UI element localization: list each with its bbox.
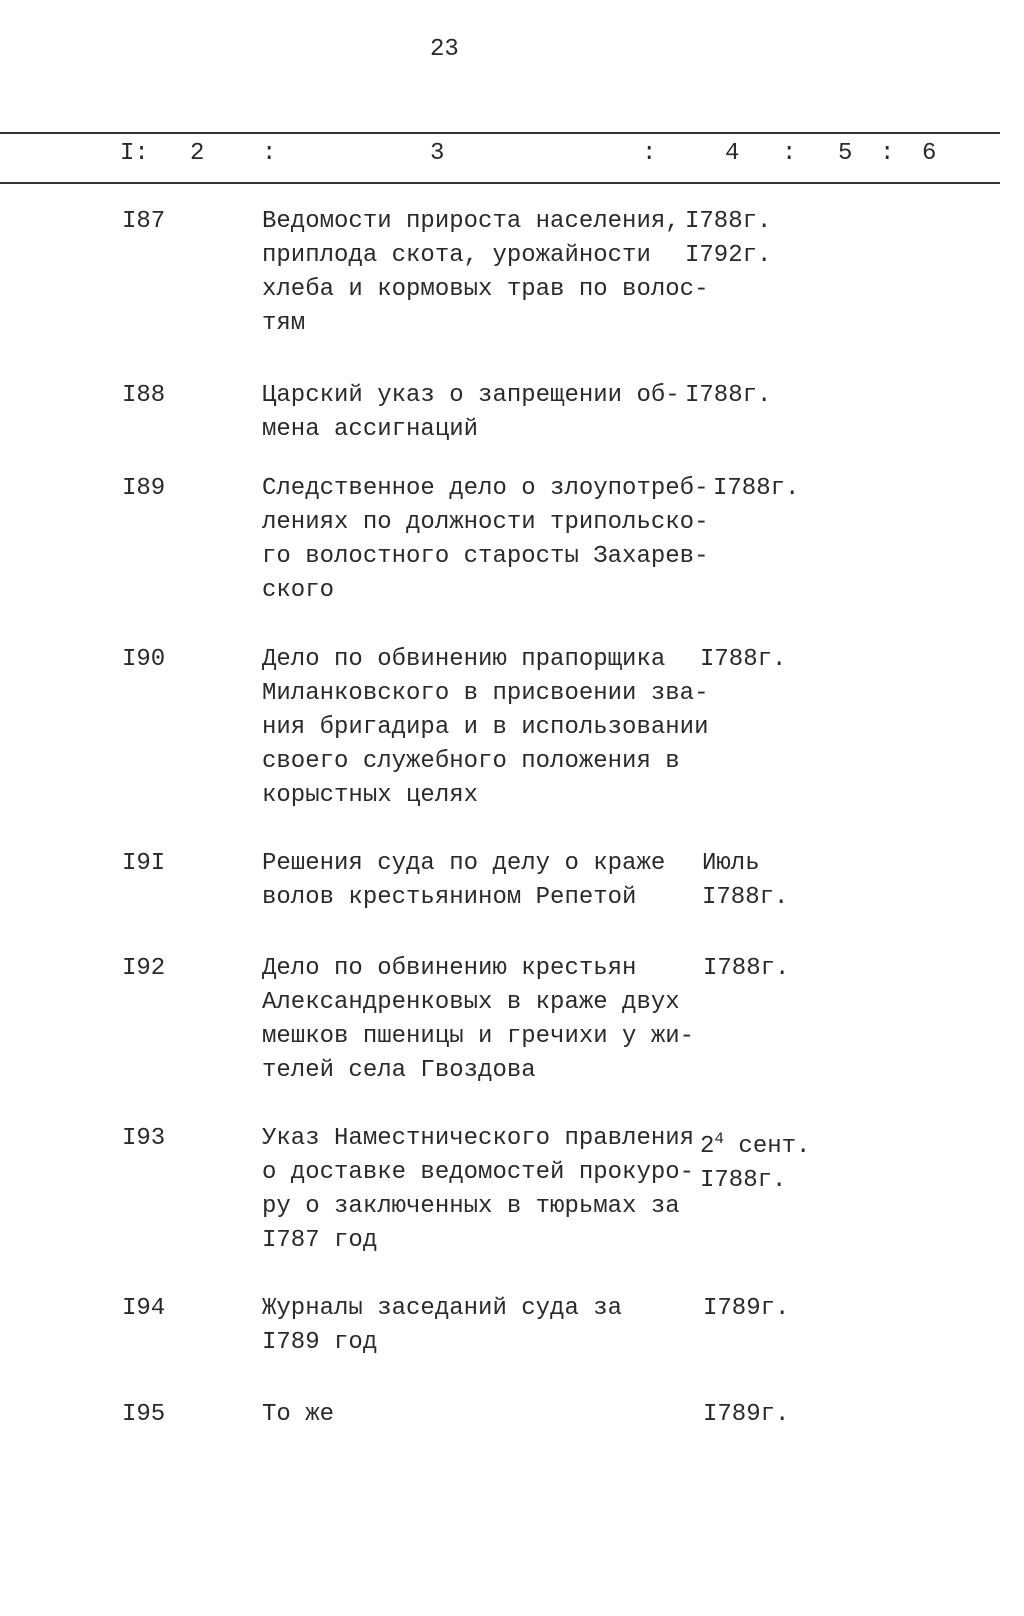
entry-title (262, 1398, 334, 1432)
entry-title-line: Дело по обвинению прапорщика (262, 646, 666, 673)
entry-title-line: приплода скота, урожайности (262, 242, 651, 269)
entry-title (262, 1292, 622, 1360)
entry-title-line: Александренковых в краже двух (262, 989, 680, 1016)
entry-date (702, 847, 788, 915)
entry-date-line: I789г. (703, 1401, 790, 1428)
entry-date-line: I788г. (700, 646, 787, 673)
entry-number: I95 (122, 1401, 166, 1428)
entry-title-line: Ведомости прироста населения, (262, 208, 680, 235)
entry-title-line: I789 год (262, 1329, 378, 1356)
column-header-1: I: (120, 140, 149, 167)
entry-title-line: мешков пшеницы и гречихи у жи- (262, 1023, 695, 1050)
entry-title (262, 205, 708, 341)
column-header-5: 5 (838, 140, 853, 167)
entry-date-line: I788г. (700, 1167, 787, 1194)
entry-date-line: I788г. (703, 955, 790, 982)
entry-date (703, 1398, 789, 1432)
column-header-2: 2 (190, 140, 205, 167)
entry-title (262, 952, 694, 1088)
entry-title (262, 1122, 694, 1258)
entry-title-line: Следственное дело о злоупотреб- (262, 475, 709, 502)
entry-number: I93 (122, 1125, 166, 1152)
entry-title-line: Журналы заседаний суда за (262, 1295, 623, 1322)
entry-number: I87 (122, 208, 166, 235)
column-header-6: 6 (922, 140, 937, 167)
entry-title-line: тям (262, 310, 306, 337)
entry-date (703, 952, 789, 986)
entry-title-line: Дело по обвинению крестьян (262, 955, 637, 982)
entry-number: I89 (122, 475, 166, 502)
header-top-rule (0, 132, 1000, 134)
entry-date (700, 1122, 810, 1198)
column-header-3: 3 (430, 140, 445, 167)
entry-date-line (700, 1122, 810, 1164)
entry-title (262, 379, 680, 447)
column-header-4: 4 (725, 140, 740, 167)
entry-number: I92 (122, 955, 166, 982)
entry-title-line: ру о заключенных в тюрьмах за (262, 1193, 680, 1220)
header-bottom-rule (0, 182, 1000, 184)
entry-date-line: I788г. (685, 382, 772, 409)
entry-title-line: своего служебного положения в (262, 748, 680, 775)
column-separator: : (880, 140, 895, 167)
entry-title-line: ния бригадира и в использовании (262, 714, 709, 741)
entry-title-line: о доставке ведомостей прокуро- (262, 1159, 695, 1186)
entry-date-line: I789г. (703, 1295, 790, 1322)
date-day: 2 (700, 1133, 715, 1160)
entry-number: I94 (122, 1295, 166, 1322)
entry-title-line: Царский указ о запрещении об- (262, 382, 680, 409)
entry-title-line: То же (262, 1401, 335, 1428)
entry-title-line: хлеба и кормовых трав по волос- (262, 276, 709, 303)
date-month: сент. (724, 1133, 811, 1160)
entry-date (700, 643, 786, 677)
entry-date-line: I792г. (685, 242, 772, 269)
column-separator: : (262, 140, 277, 167)
entry-date (685, 205, 771, 273)
entry-title-line: I787 год (262, 1227, 378, 1254)
entry-title (262, 847, 665, 915)
entry-title-line: лениях по должности трипольско- (262, 509, 709, 536)
date-day-superscript: 4 (714, 1130, 725, 1148)
entry-title-line: телей села Гвоздова (262, 1057, 536, 1084)
entry-number: I9I (122, 850, 166, 877)
entry-title-line: ского (262, 577, 335, 604)
column-separator: : (642, 140, 657, 167)
entry-date-line: Июль (702, 850, 760, 877)
entry-number: I90 (122, 646, 166, 673)
entry-title-line: Указ Наместнического правления (262, 1125, 695, 1152)
entry-date (685, 379, 771, 413)
entry-title-line: Миланковского в присвоении зва- (262, 680, 709, 707)
entry-title-line: Решения суда по делу о краже (262, 850, 666, 877)
entry-title-line: волов крестьянином Репетой (262, 884, 637, 911)
entry-title-line: корыстных целях (262, 782, 479, 809)
entry-date (713, 472, 799, 506)
page-number: 23 (430, 36, 459, 63)
entry-title (262, 643, 708, 813)
entry-title-line: мена ассигнаций (262, 416, 479, 443)
entry-title (262, 472, 708, 608)
entry-title-line: го волостного старосты Захарев- (262, 543, 709, 570)
entry-date (703, 1292, 789, 1326)
entry-number: I88 (122, 382, 166, 409)
entry-date-line: I788г. (685, 208, 772, 235)
entry-date-line: I788г. (702, 884, 789, 911)
entry-date-line: I788г. (713, 475, 800, 502)
column-separator: : (782, 140, 797, 167)
